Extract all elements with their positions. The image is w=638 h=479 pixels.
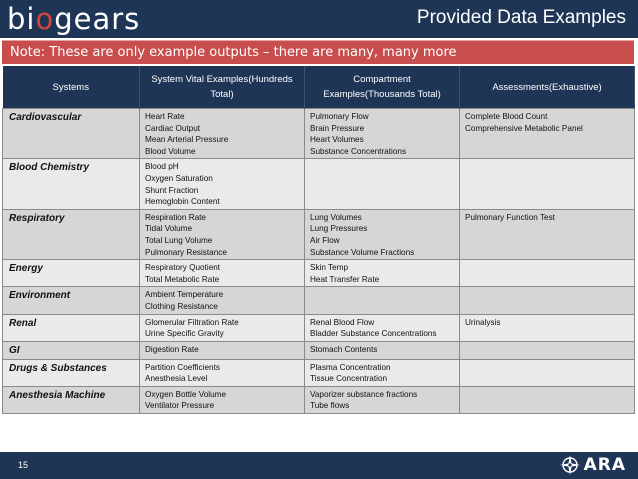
assessments-cell xyxy=(460,287,635,314)
list-item: Respiration Rate xyxy=(145,212,206,222)
list-item: Oxygen Saturation xyxy=(145,173,213,183)
footer-bar xyxy=(0,452,638,479)
list-item: Anesthesia Level xyxy=(145,374,208,384)
assessments-cell xyxy=(460,359,635,386)
vitals-cell xyxy=(140,314,305,341)
assessments-cell xyxy=(460,386,635,413)
table-row xyxy=(3,209,635,259)
system-name-cell: Renal xyxy=(3,314,140,341)
vitals-cell xyxy=(140,341,305,359)
list-item: Stomach Contents xyxy=(310,344,378,354)
table-row xyxy=(3,386,635,413)
list-item: Clothing Resistance xyxy=(145,301,218,311)
table-row xyxy=(3,359,635,386)
list-item: Lung Pressures xyxy=(310,224,368,234)
system-name-cell: Respiratory xyxy=(3,209,140,259)
biogears-logo xyxy=(7,1,140,37)
system-name-cell: GI xyxy=(3,341,140,359)
column-header xyxy=(3,66,140,109)
list-item: Bladder Substance Concentrations xyxy=(310,329,437,339)
compartments-cell xyxy=(305,159,460,209)
list-item: Respiratory Quotient xyxy=(145,263,221,273)
list-item: Tube flows xyxy=(310,401,350,411)
list-item: Complete Blood Count xyxy=(465,112,548,121)
list-item: Tidal Volume xyxy=(145,224,193,234)
table-row xyxy=(3,314,635,341)
compartments-cell xyxy=(305,314,460,341)
page-number: 15 xyxy=(18,460,29,470)
data-examples-table xyxy=(2,66,635,414)
column-header xyxy=(140,66,305,109)
table-row xyxy=(3,341,635,359)
compartments-cell xyxy=(305,260,460,287)
header-bar xyxy=(0,0,638,38)
compartments-cell xyxy=(305,109,460,159)
assessments-cell xyxy=(460,209,635,259)
list-item: Digestion Rate xyxy=(145,344,199,354)
column-header-subtitle: (Thousands Total) xyxy=(364,89,441,100)
compartments-cell xyxy=(305,287,460,314)
table-row xyxy=(3,260,635,287)
list-item: Cardiac Output xyxy=(145,123,201,133)
assessments-cell xyxy=(460,341,635,359)
vitals-cell xyxy=(140,386,305,413)
assessments-cell xyxy=(460,314,635,341)
table-body xyxy=(3,109,635,414)
list-item: Ambient Temperature xyxy=(145,290,224,300)
column-header-title: Assessments xyxy=(492,81,549,93)
assessments-cell xyxy=(460,260,635,287)
system-name-cell: Blood Chemistry xyxy=(3,159,140,209)
system-name-cell: Drugs & Substances xyxy=(3,359,140,386)
column-header xyxy=(305,66,460,109)
logo-accent: o xyxy=(35,2,55,36)
vitals-cell xyxy=(140,359,305,386)
table-header-row xyxy=(3,66,635,109)
compartments-cell xyxy=(305,341,460,359)
list-item: Urinalysis xyxy=(465,317,501,327)
list-item: Tissue Concentration xyxy=(310,374,388,384)
list-item: Urine Specific Gravity xyxy=(145,329,224,339)
note-banner: Note: These are only example outputs – there are many, many more xyxy=(2,40,634,64)
list-item: Total Metabolic Rate xyxy=(145,274,220,284)
compartments-cell xyxy=(305,386,460,413)
list-item: Plasma Concentration xyxy=(310,362,391,372)
logo-prefix: bi xyxy=(7,2,36,36)
column-header-title: System Vital Examples xyxy=(151,74,249,85)
list-item: Pulmonary Function Test xyxy=(465,212,555,222)
list-item: Pulmonary Flow xyxy=(310,112,369,121)
system-name-cell: Environment xyxy=(3,287,140,314)
ara-logo-text: ARA xyxy=(583,455,626,475)
compartments-cell xyxy=(305,209,460,259)
vitals-cell xyxy=(140,209,305,259)
list-item: Heat Transfer Rate xyxy=(310,274,380,284)
list-item: Partition Coefficients xyxy=(145,362,220,372)
assessments-cell xyxy=(460,109,635,159)
ara-logo xyxy=(560,454,626,476)
column-header xyxy=(460,66,635,109)
table-row xyxy=(3,109,635,159)
system-name-cell: Anesthesia Machine xyxy=(3,386,140,413)
vitals-cell xyxy=(140,159,305,209)
list-item: Glomerular Filtration Rate xyxy=(145,317,239,327)
assessments-cell xyxy=(460,159,635,209)
list-item: Blood pH xyxy=(145,162,179,172)
list-item: Total Lung Volume xyxy=(145,235,213,245)
list-item: Heart Rate xyxy=(145,112,185,121)
list-item: Shunt Fraction xyxy=(145,185,199,195)
vitals-cell xyxy=(140,109,305,159)
list-item: Mean Arterial Pressure xyxy=(145,135,229,145)
compass-icon xyxy=(560,455,580,475)
list-item: Substance Concentrations xyxy=(310,146,407,156)
list-item: Comprehensive Metabolic Panel xyxy=(465,123,583,133)
list-item: Air Flow xyxy=(310,235,340,245)
table-row xyxy=(3,287,635,314)
list-item: Heart Volumes xyxy=(310,135,364,145)
list-item: Brain Pressure xyxy=(310,123,365,133)
logo-suffix: gears xyxy=(54,2,141,36)
list-item: Blood Volume xyxy=(145,146,196,156)
list-item: Hemoglobin Content xyxy=(145,197,220,207)
table-row xyxy=(3,159,635,209)
list-item: Vaporizer substance fractions xyxy=(310,389,418,399)
column-header-title: Compartment Examples xyxy=(323,74,411,100)
system-name-cell: Energy xyxy=(3,260,140,287)
vitals-cell xyxy=(140,287,305,314)
compartments-cell xyxy=(305,359,460,386)
list-item: Ventilator Pressure xyxy=(145,401,215,411)
list-item: Skin Temp xyxy=(310,263,349,273)
list-item: Lung Volumes xyxy=(310,212,362,222)
vitals-cell xyxy=(140,260,305,287)
system-name-cell: Cardiovascular xyxy=(3,109,140,159)
slide-title: Provided Data Examples xyxy=(416,7,626,28)
column-header-subtitle: (Hundreds Total) xyxy=(210,74,293,100)
list-item: Renal Blood Flow xyxy=(310,317,375,327)
list-item: Substance Volume Fractions xyxy=(310,247,415,257)
column-header-title: Systems xyxy=(52,81,89,93)
list-item: Pulmonary Resistance xyxy=(145,247,227,257)
column-header-subtitle: (Exhaustive) xyxy=(548,81,602,93)
list-item: Oxygen Bottle Volume xyxy=(145,389,227,399)
